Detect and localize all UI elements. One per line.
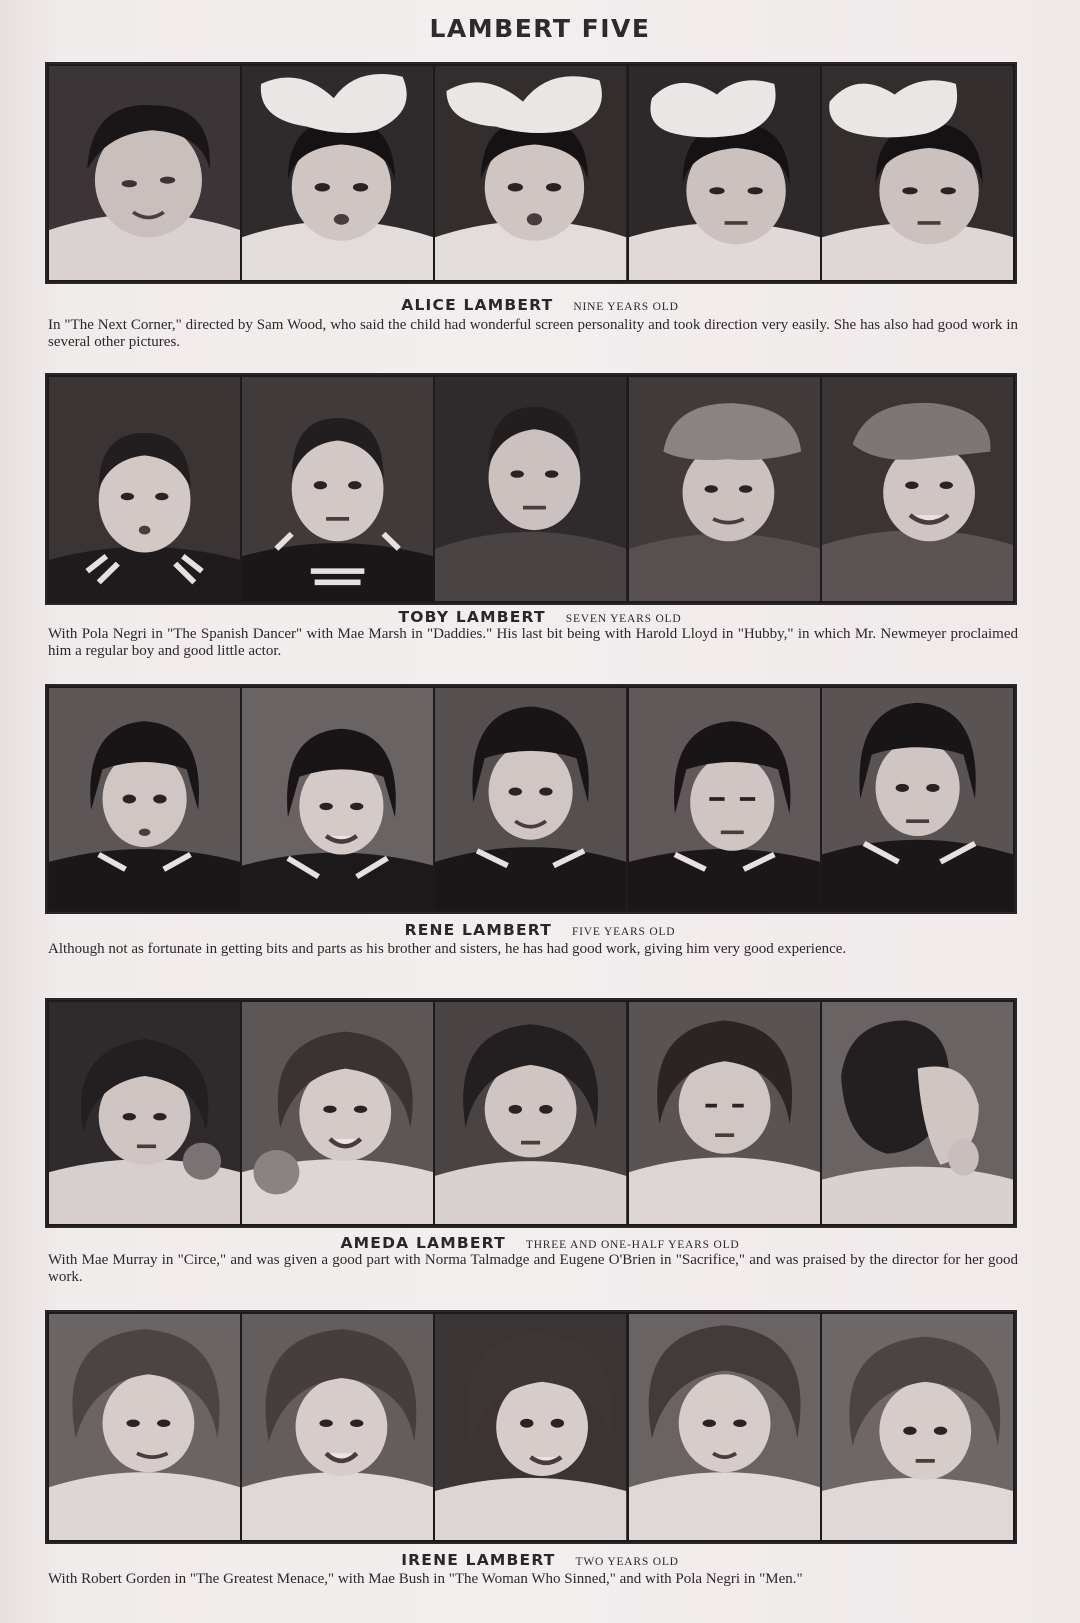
photo-strip-toby — [45, 373, 1017, 605]
portrait-photo — [822, 377, 1013, 601]
portrait-photo — [629, 688, 820, 910]
photo-strip-rene — [45, 684, 1017, 914]
portrait-photo — [242, 377, 433, 601]
child-age: THREE AND ONE-HALF YEARS OLD — [525, 1239, 740, 1251]
portrait-photo — [242, 1002, 433, 1224]
portrait-photo — [49, 1314, 240, 1540]
portrait-photo — [629, 1002, 820, 1224]
portrait-photo — [242, 66, 433, 280]
portrait-photo — [629, 1314, 820, 1540]
description-rene: Although not as fortunate in getting bits and parts as his brother and sisters, he has had good work, giving him very good experience. — [48, 941, 847, 957]
description-ameda: With Mae Murray in "Circe," and was given a good part with Norma Talmadge and Eugene O'Brien in "Sacrifice," and was praised by the director for her good work. — [48, 1252, 1018, 1285]
child-name: RENE LAMBERT — [404, 921, 552, 939]
portrait-photo — [242, 1314, 433, 1540]
child-age: FIVE YEARS OLD — [571, 926, 676, 938]
caption-rene — [0, 921, 1080, 940]
portrait-photo — [629, 377, 820, 601]
portrait-photo — [629, 66, 820, 280]
photo-strip-ameda — [45, 998, 1017, 1228]
description-irene: With Robert Gorden in "The Greatest Menace," with Mae Bush in "The Woman Who Sinned," and with Pola Negri in "Men." — [48, 1571, 803, 1587]
portrait-photo — [435, 688, 626, 910]
portrait-photo — [49, 688, 240, 910]
child-name: ALICE LAMBERT — [401, 296, 554, 314]
portrait-photo — [435, 66, 626, 280]
portrait-photo — [49, 377, 240, 601]
child-age: TWO YEARS OLD — [575, 1556, 679, 1568]
description-toby: With Pola Negri in "The Spanish Dancer" with Mae Marsh in "Daddies." His last bit being with Harold Lloyd in "Hubby," in which Mr. Newmeyer proclaimed him a regular boy and good little actor. — [48, 626, 1018, 659]
caption-alice — [0, 296, 1080, 315]
child-name: TOBY LAMBERT — [398, 608, 546, 626]
portrait-photo — [49, 66, 240, 280]
portrait-photo — [435, 1002, 626, 1224]
portrait-photo — [435, 1314, 626, 1540]
child-age: SEVEN YEARS OLD — [565, 613, 682, 625]
caption-irene — [0, 1551, 1080, 1570]
portrait-photo — [49, 1002, 240, 1224]
photo-strip-alice — [45, 62, 1017, 284]
caption-ameda — [0, 1234, 1080, 1253]
photo-strip-irene — [45, 1310, 1017, 1544]
portrait-photo — [822, 1002, 1013, 1224]
portrait-photo — [822, 66, 1013, 280]
child-name: AMEDA LAMBERT — [340, 1234, 506, 1252]
portrait-photo — [435, 377, 626, 601]
caption-toby — [0, 608, 1080, 627]
child-age: NINE YEARS OLD — [573, 301, 679, 313]
portrait-photo — [242, 688, 433, 910]
description-alice: In "The Next Corner," directed by Sam Wood, who said the child had wonderful screen personality and took direction very easily. She has also had good work in several other pictures. — [48, 317, 1018, 350]
portrait-photo — [822, 688, 1013, 910]
page-title: LAMBERT FIVE — [429, 14, 651, 43]
child-name: IRENE LAMBERT — [401, 1551, 556, 1569]
portrait-photo — [822, 1314, 1013, 1540]
